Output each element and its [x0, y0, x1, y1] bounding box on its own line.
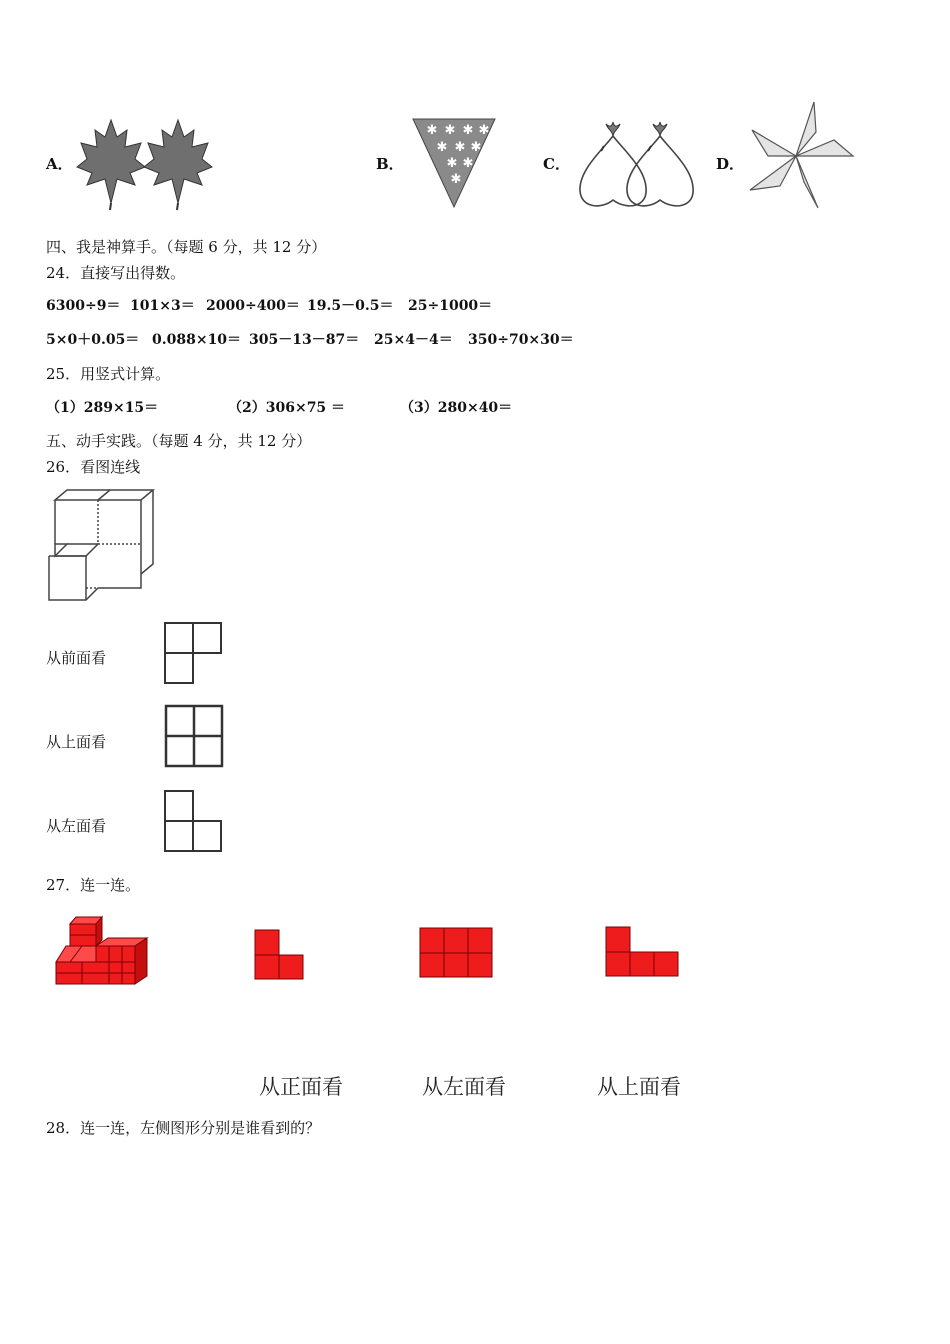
svg-text:✱: ✱	[446, 156, 458, 171]
left-view-grid	[162, 788, 224, 854]
calc-item: 19.5－0.5＝	[307, 298, 394, 314]
view-label-front: 从前面看	[46, 649, 107, 667]
q27-title: 27．连一连。	[46, 876, 141, 894]
svg-text:✱: ✱	[462, 156, 474, 171]
section-5-heading: 五、动手实践。（每题 4 分，共 12 分）	[46, 432, 312, 450]
svg-text:✱: ✱	[436, 140, 448, 155]
option-d-letter: D．	[716, 155, 745, 173]
vertical-calc-item: （3）280×40＝	[400, 400, 513, 416]
vertical-calc-item: （2）306×75 ＝	[228, 400, 346, 416]
calc-item: 2000÷400＝	[206, 298, 300, 314]
q26-title: 26．看图连线	[46, 458, 141, 476]
svg-text:✱: ✱	[450, 172, 462, 187]
inverted-triangle-snowflakes-icon	[410, 115, 500, 210]
red-view-l-shape	[253, 928, 305, 982]
option-c-letter: C．	[543, 155, 570, 173]
view-label-left-27: 从左面看	[422, 1075, 506, 1099]
maple-leaves-icon	[75, 115, 215, 210]
svg-text:✱: ✱	[470, 140, 482, 155]
cube-solid-figure	[45, 486, 160, 606]
q25-title: 25．用竖式计算。	[46, 365, 171, 383]
svg-text:✱: ✱	[444, 123, 456, 138]
view-label-top-27: 从上面看	[597, 1075, 681, 1099]
view-label-left: 从左面看	[46, 817, 107, 835]
heart-pears-icon	[576, 118, 696, 213]
svg-text:✱: ✱	[478, 123, 490, 138]
calc-item: 305－13－87＝	[249, 332, 360, 348]
calc-item: 6300÷9＝	[46, 298, 121, 314]
calc-item: 5×0＋0.05＝	[46, 332, 140, 348]
section-4-heading: 四、我是神算手。（每题 6 分，共 12 分）	[46, 238, 327, 256]
svg-text:✱: ✱	[426, 123, 438, 138]
pinwheel-icon	[748, 100, 858, 215]
red-view-rectangle	[418, 926, 494, 980]
calc-item: 350÷70×30＝	[468, 332, 574, 348]
calc-item: 25×4－4＝	[374, 332, 453, 348]
view-label-top: 从上面看	[46, 733, 107, 751]
top-view-grid	[162, 702, 226, 770]
view-label-front-27: 从正面看	[259, 1075, 343, 1099]
calc-item: 25÷1000＝	[408, 298, 493, 314]
svg-text:✱: ✱	[454, 140, 466, 155]
option-a-letter: A．	[46, 155, 73, 173]
calc-item: 0.088×10＝	[152, 332, 242, 348]
svg-text:✱: ✱	[462, 123, 474, 138]
option-b-letter: B．	[376, 155, 404, 173]
vertical-calc-item: （1）289×15＝	[46, 400, 159, 416]
q24-title: 24．直接写出得数。	[46, 264, 186, 282]
red-view-long-l-shape	[604, 925, 680, 979]
front-view-grid	[162, 620, 224, 686]
q28-title: 28．连一连，左侧图形分别是谁看到的？	[46, 1119, 321, 1137]
red-cube-stack	[52, 914, 152, 989]
calc-item: 101×3＝	[130, 298, 195, 314]
